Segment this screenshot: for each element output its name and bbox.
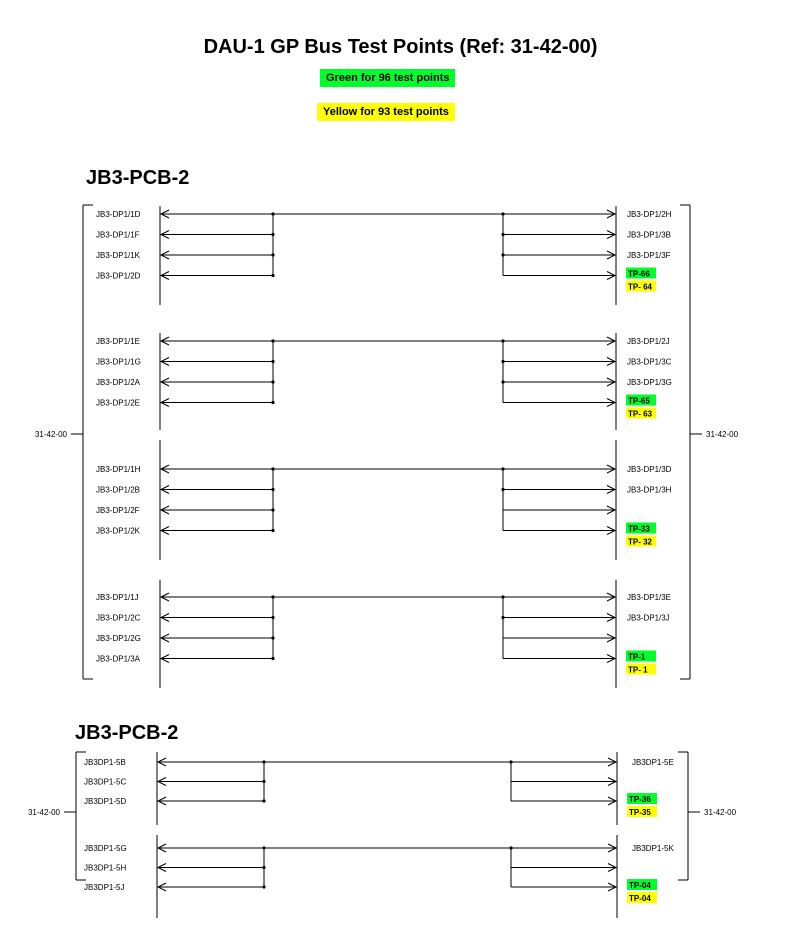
test-point-green: TP-1 [628,652,646,662]
left-pin-label: JB3-DP1/2E [96,398,141,408]
right-pin-label: JB3-DP1/3H [627,485,672,495]
test-point-green: TP-04 [629,881,651,890]
legend-yellow: Yellow for 93 test points [317,103,455,121]
test-point-yellow: TP- 64 [628,282,653,292]
left-pin-label: JB3-DP1/1F [96,230,140,240]
left-pin-label: JB3DP1-5D [84,797,127,806]
left-pin-label: JB3DP1-5G [84,844,127,853]
test-point-yellow: TP- 63 [628,409,653,419]
test-point-green: TP-33 [628,524,650,534]
section-title: JB3-PCB-2 [75,722,179,744]
page-title: DAU-1 GP Bus Test Points (Ref: 31-42-00) [203,36,598,58]
right-pin-label: JB3-DP1/3G [627,378,672,387]
left-pin-label: JB3-DP1/2K [96,526,141,536]
left-pin-label: JB3-DP1/1K [96,251,141,260]
right-pin-label: JB3-DP1/2J [627,337,670,346]
right-pin-label: JB3DP1-5E [632,758,674,767]
test-point-yellow: TP- 32 [628,537,653,547]
test-point-yellow: TP-04 [629,894,651,903]
ref-label-right: 31-42-00 [704,808,737,817]
right-pin-label: JB3-DP1/3E [627,593,672,602]
right-pin-label: JB3-DP1/2H [627,210,672,219]
left-pin-label: JB3-DP1/2B [96,485,141,495]
right-pin-label: JB3DP1-5K [632,844,674,853]
left-pin-label: JB3-DP1/1D [96,210,141,219]
left-pin-label: JB3-DP1/1H [96,465,141,474]
left-pin-label: JB3-DP1/1E [96,337,141,346]
test-point-green: TP-36 [629,795,651,804]
section-title: JB3-PCB-2 [86,167,190,189]
left-pin-label: JB3-DP1/2C [96,613,141,623]
right-pin-label: JB3-DP1/3C [627,357,672,367]
left-pin-label: JB3DP1-5J [84,883,125,892]
left-pin-label: JB3DP1-5H [84,863,127,873]
left-pin-label: JB3DP1-5B [84,758,126,767]
legend-green: Green for 96 test points [320,69,455,87]
left-pin-label: JB3-DP1/3A [96,654,141,664]
left-pin-label: JB3-DP1/1G [96,357,141,367]
right-pin-label: JB3-DP1/3F [627,251,671,260]
left-pin-label: JB3-DP1/1J [96,593,139,602]
left-pin-label: JB3-DP1/2D [96,271,141,281]
ref-label-left: 31-42-00 [34,430,67,439]
right-pin-label: JB3-DP1/3J [627,613,670,623]
test-point-green: TP-65 [628,396,650,406]
ref-label-right: 31-42-00 [706,430,739,439]
right-pin-label: JB3-DP1/3B [627,230,672,240]
right-pin-label: JB3-DP1/3D [627,465,672,474]
left-pin-label: JB3DP1-5C [84,777,127,787]
left-pin-label: JB3-DP1/2A [96,378,141,387]
left-pin-label: JB3-DP1/2G [96,634,141,643]
left-pin-label: JB3-DP1/2F [96,506,140,515]
test-point-yellow: TP-35 [629,808,651,817]
test-point-yellow: TP- 1 [628,665,648,675]
ref-label-left: 31-42-00 [27,808,60,817]
test-point-green: TP-66 [628,269,650,279]
